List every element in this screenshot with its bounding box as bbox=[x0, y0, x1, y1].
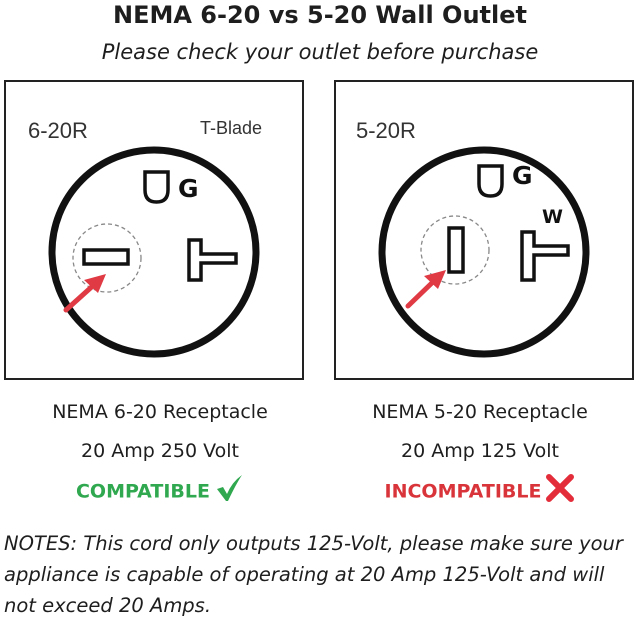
left-rating: 20 Amp 250 Volt bbox=[80, 440, 239, 462]
receptacle-label: 6-20R bbox=[28, 118, 88, 143]
vertical-blade-slot bbox=[449, 228, 463, 272]
notes-text: NOTES: This cord only outputs 125-Volt, please make sure your appliance is capable of operating at 20 Amp 125-Volt and will not exceed 20 Amps. bbox=[4, 532, 623, 617]
page-title: NEMA 6-20 vs 5-20 Wall Outlet bbox=[113, 1, 527, 29]
neutral-letter: W bbox=[542, 206, 563, 228]
t-blade-note: T-Blade bbox=[200, 118, 263, 138]
t-slot bbox=[522, 232, 568, 280]
horizontal-blade-slot bbox=[84, 250, 128, 264]
right-rating: 20 Amp 125 Volt bbox=[400, 440, 559, 462]
receptacle-5-20r-diagram bbox=[334, 80, 634, 380]
check-icon bbox=[214, 474, 244, 509]
ground-slot bbox=[145, 172, 168, 202]
receptacle-6-20r-drawing bbox=[6, 82, 302, 378]
incompatible-label: INCOMPATIBLE bbox=[384, 480, 542, 503]
receptacle-face-outline bbox=[382, 150, 586, 354]
cross-icon bbox=[545, 474, 575, 509]
arrow-shaft bbox=[66, 283, 96, 310]
compatible-label: COMPATIBLE bbox=[75, 480, 210, 503]
compatible-status bbox=[0, 474, 320, 509]
receptacle-label: 5-20R bbox=[356, 118, 416, 143]
ground-letter: G bbox=[178, 174, 199, 203]
receptacle-6-20r-diagram bbox=[4, 80, 304, 380]
page-subtitle: Please check your outlet before purchase bbox=[101, 40, 539, 64]
highlight-circle bbox=[421, 216, 489, 284]
left-caption: NEMA 6-20 Receptacle bbox=[52, 401, 268, 423]
incompatible-status bbox=[320, 474, 640, 509]
ground-letter: G bbox=[512, 161, 533, 190]
receptacle-5-20r-drawing bbox=[336, 82, 632, 378]
right-caption: NEMA 5-20 Receptacle bbox=[372, 401, 588, 423]
ground-slot bbox=[479, 166, 502, 196]
t-blade-slot bbox=[189, 240, 236, 280]
